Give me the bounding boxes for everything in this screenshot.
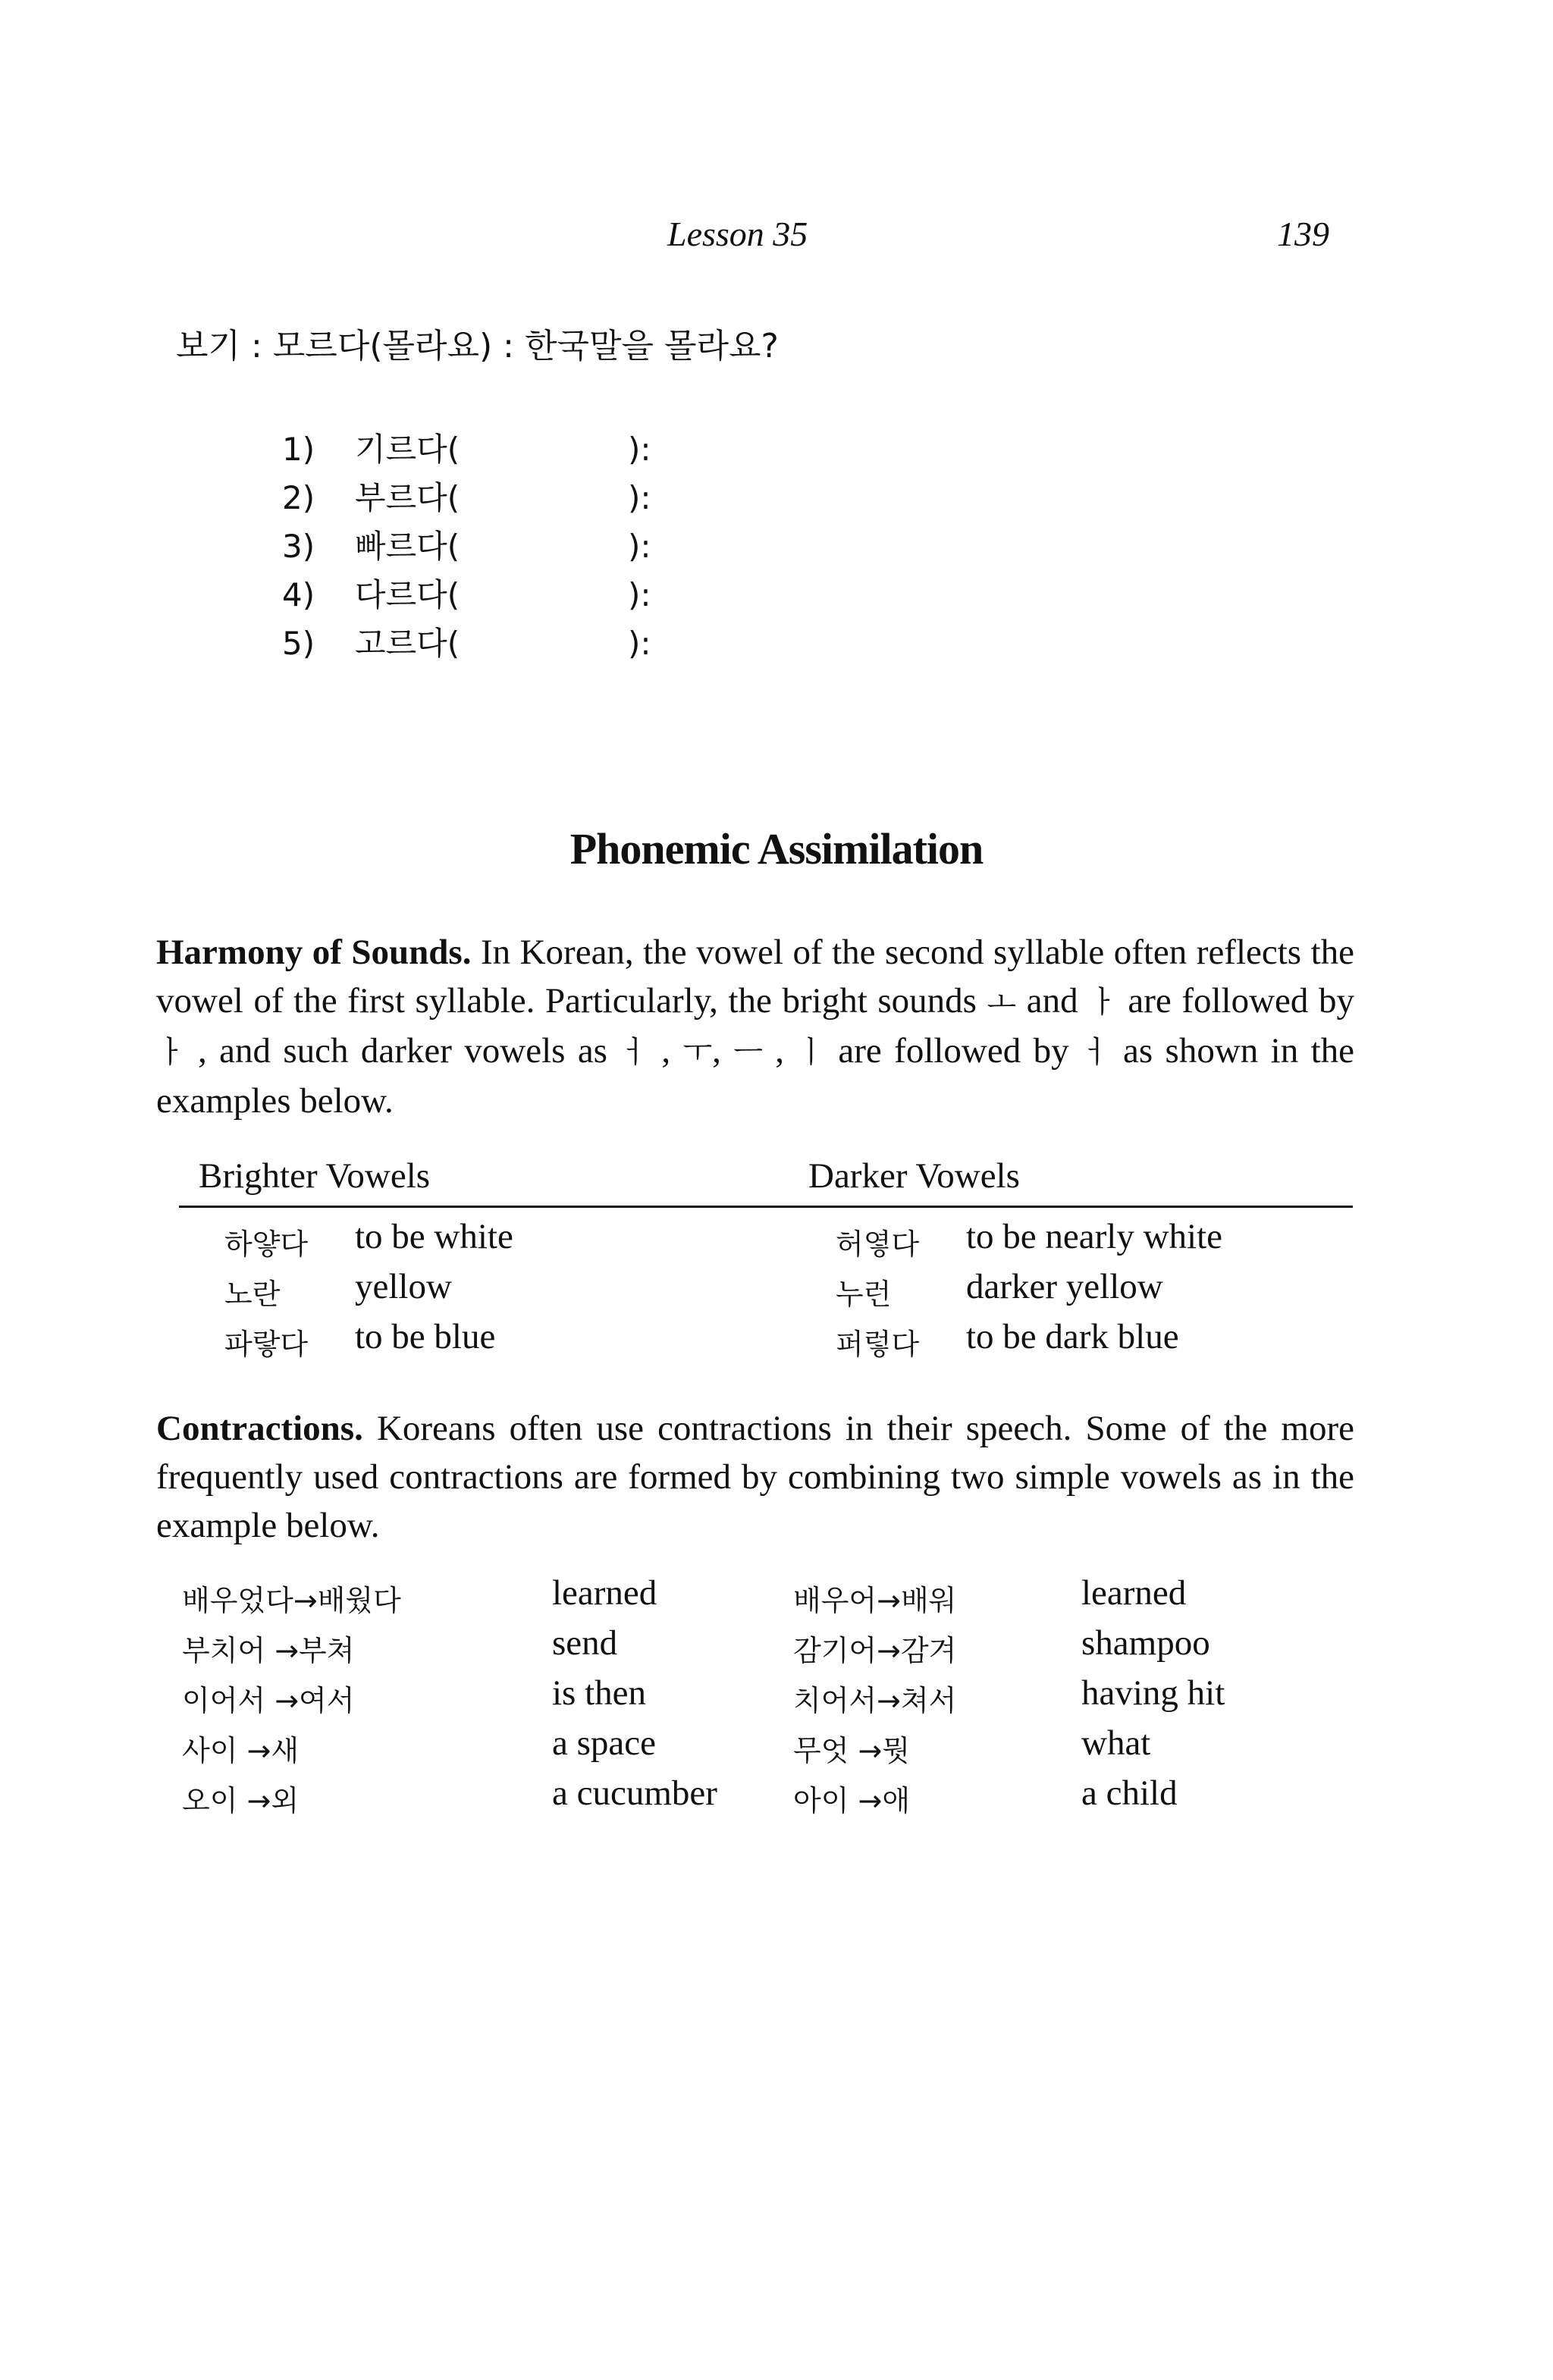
exercise-number: 2) [282,479,315,516]
vowel-glyph: ㅜ [682,1035,713,1070]
bright-en: to be blue [355,1317,496,1356]
harmony-text: , [712,1031,734,1071]
exercise-word: 고르다( [355,625,460,662]
vowel-glyph: ㅗ [987,985,1017,1020]
contractions-paragraph [156,1404,1354,1550]
harmony-text: , [649,1031,683,1071]
contraction-right-ko: 배우어→배워 [793,1584,957,1617]
contraction-left-ko: 오이 →외 [182,1784,300,1817]
exercise-item [282,619,651,664]
example-line: 보기 : 모르다(몰라요) : 한국말을 몰라요? [176,327,779,365]
vowel-glyph: ㅓ [1081,1035,1111,1070]
contraction-right-ko: 감기어→감겨 [793,1634,957,1667]
bright-ko: 파랗다 [224,1328,309,1361]
vowel-glyph: ㅡ [733,1035,763,1070]
harmony-text: In Korean, the vowel of the second syllable often reflects the vowel of the first syllable. Particularly, the bright sounds [156,933,1355,1021]
contractions-heading: Contractions. [156,1409,363,1448]
exercise-word: 다르다( [355,576,460,613]
contraction-right-en: learned [1081,1573,1187,1613]
harmony-text: , and such darker vowels as [185,1031,620,1071]
exercise-number: 5) [282,625,315,662]
dark-ko: 허옇다 [836,1228,920,1261]
dark-ko: 퍼렇다 [836,1328,920,1361]
exercise-item [282,473,651,519]
exercise-word: 기르다( [355,431,460,468]
exercise-item [282,425,651,470]
contraction-left-ko: 부치어 →부쳐 [182,1634,355,1667]
exercise-word: 부르다( [355,479,460,516]
harmony-paragraph [156,928,1354,1125]
contraction-right-en: having hit [1081,1673,1225,1713]
contraction-left-ko: 배우었다→배웠다 [182,1584,401,1617]
exercise-item [282,570,651,616]
exercise-close: ): [628,431,651,468]
vowel-glyph: ㅓ [620,1035,649,1070]
harmony-text: and [1016,981,1089,1021]
contraction-left-en: send [552,1623,618,1663]
dark-en: darker yellow [966,1267,1163,1306]
harmony-text: are followed by [826,1031,1081,1071]
contraction-left-en: is then [552,1673,647,1713]
exercise-number: 3) [282,528,315,565]
exercise-number: 4) [282,576,315,613]
table-rule [179,1206,1353,1208]
contractions-text: Koreans often use contractions in their speech. Some of the more frequently used contractions are formed by combining two simple vowels as in the example below. [156,1409,1354,1545]
contraction-left-ko: 사이 →새 [182,1734,300,1767]
dark-en: to be nearly white [966,1217,1223,1256]
exercise-close: ): [628,625,651,662]
contraction-right-ko: 무엇 →뭣 [793,1734,911,1767]
dark-ko: 누런 [836,1278,892,1311]
exercise-item [282,522,651,567]
page-number: 139 [1277,215,1329,253]
column-header-dark: Darker Vowels [808,1156,1020,1196]
exercise-close: ): [628,528,651,565]
contraction-right-ko: 아이 →애 [793,1784,911,1817]
exercise-close: ): [628,576,651,613]
contraction-left-ko: 이어서 →여서 [182,1684,355,1717]
exercise-word: 빠르다( [355,528,460,565]
contraction-right-en: what [1081,1723,1151,1763]
lesson-label: Lesson 35 [667,215,808,253]
dark-en: to be dark blue [966,1317,1179,1356]
column-header-bright: Brighter Vowels [199,1156,431,1196]
contraction-left-en: a cucumber [552,1773,717,1813]
contraction-right-en: shampoo [1081,1623,1210,1663]
harmony-text: as shown in the examples below. [156,1031,1354,1121]
bright-ko: 하얗다 [224,1228,309,1261]
contraction-right-en: a child [1081,1773,1178,1813]
vowel-glyph: ㅏ [1088,985,1118,1020]
harmony-text: , [762,1031,797,1071]
harmony-heading: Harmony of Sounds. [156,933,472,972]
exercise-close: ): [628,479,651,516]
vowel-glyph: ㅣ [796,1035,827,1070]
bright-ko: 노란 [224,1278,281,1311]
contraction-left-en: learned [552,1573,657,1613]
bright-en: yellow [355,1267,452,1306]
section-title: Phonemic Assimilation [569,824,984,873]
exercise-number: 1) [282,431,315,468]
vowel-glyph: ㅏ [156,1035,186,1070]
contraction-left-en: a space [552,1723,656,1763]
bright-en: to be white [355,1217,513,1256]
harmony-text: are followed by [1117,981,1354,1021]
contraction-right-ko: 치어서→쳐서 [793,1684,957,1717]
